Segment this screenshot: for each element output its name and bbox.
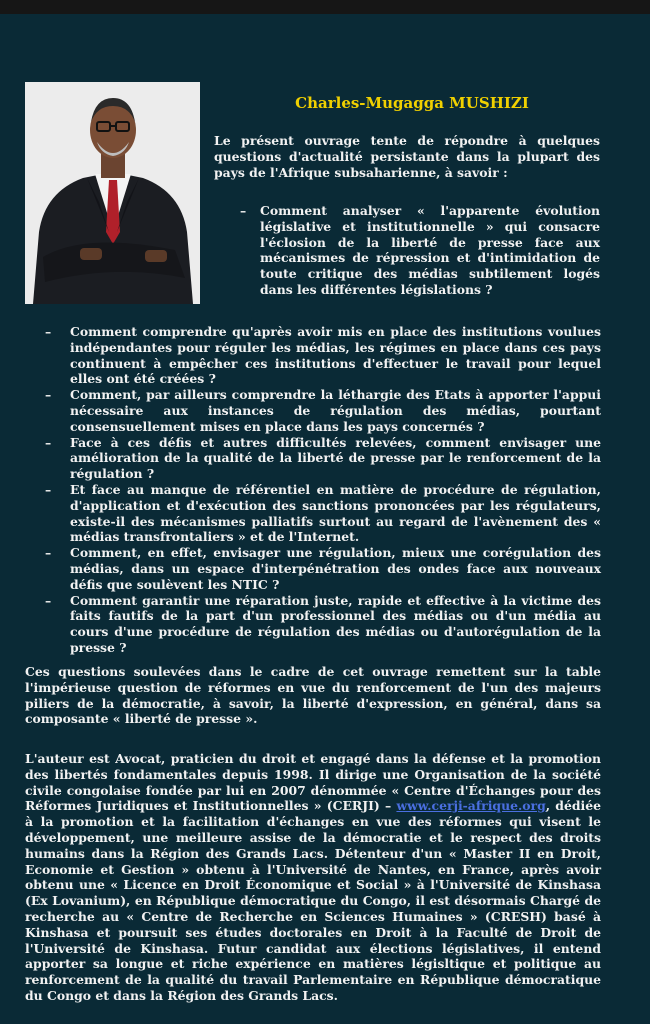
author-portrait (25, 82, 200, 304)
bullet-dash: – (45, 545, 52, 561)
question-text: Comment, par ailleurs comprendre la léthargie des Etats à apporter l'appui nécessaire aux instances de régulation des médias, pourtant consensuellement mises en place dans les pays concernés ? (70, 387, 601, 434)
intro-paragraph: Le présent ouvrage tente de répondre à quelques questions d'actualité persistante dans la plupart des pays de l'Afrique subsaharienne, à savoir : (214, 133, 600, 180)
author-bio-paragraph (25, 751, 601, 1004)
question-text: Comment garantir une réparation juste, rapide et effective à la victime des faits fautifs de la part d'un professionnel des médias ou d'un média au cours d'une procédure de régulation des médias ou d'autorégulation de la presse ? (70, 592, 601, 655)
question-text: Comment comprendre qu'après avoir mis en place des institutions voulues indépendantes pour réguler les médias, les régimes en place dans ces pays continuent à empêcher ces institutions d'effectuer le travail pour lequel elles ont été créées ? (70, 324, 601, 387)
question-text: Comment analyser « l'apparente évolution législative et institutionnelle » qui consacre l'éclosion de la liberté de presse face aux mécanismes de répression et d'intimidation de toute critique des médias subtilement logés dans les différentes législations ? (260, 203, 600, 297)
bio-text-end: , dédiée à la promotion et la facilitation d'échanges en vue des réformes qui visent le développement, une meilleure assise de la démocratie et le respect des droits humains dans la Région des Grands Lacs. Détenteur d'un « Master II en Droit, Economie et Gestion » obtenu à l'Université de Nantes, en France, après avoir obtenu une « Licence en Droit Économique et Social » à l'Université de Kinshasa (Ex Lovanium), en République démocratique du Congo, il est désormais Chargé de recherche au « Centre de Recherche en Sciences Humaines » (CRESH) basé à Kinshasa et poursuit ses études doctorales en Droit à la Faculté de Droit de l'Université de Kinshasa. Futur candidat aux élections législatives, il entend apporter sa longue et riche expérience en matières législtique et politique au renforcement de la qualité du travail Parlementaire en République démocratique du Congo et dans la Région des Grands Lacs. (25, 798, 601, 1003)
question-text: Face à ces défis et autres difficultés relevées, comment envisager une amélioration de la qualité de la liberté de presse par le renforcement de la régulation ? (70, 434, 601, 482)
top-bar (0, 0, 650, 14)
question-item (45, 324, 601, 387)
question-item (45, 482, 601, 545)
question-text: Comment, en effet, envisager une régulation, mieux une corégulation des médias, dans un espace d'interpénétration des ondes face aux nouveaux défis que soulèvent les NTIC ? (70, 545, 601, 592)
question-list (45, 324, 601, 656)
question-item (45, 387, 601, 434)
question-item (45, 435, 601, 482)
question-item (45, 593, 601, 656)
bullet-dash: – (45, 592, 52, 608)
bullet-dash: – (240, 203, 247, 218)
bullet-dash: – (45, 324, 52, 339)
summary-paragraph: Ces questions soulevées dans le cadre de cet ouvrage remettent sur la table l'impérieuse question de réformes en vue du renforcement de l'un des majeurs piliers de la démocratie, à savoir, la liberté d'expression, en général, dans sa composante « liberté de presse ». (25, 664, 601, 727)
bullet-dash: – (45, 434, 52, 450)
bullet-dash: – (45, 387, 52, 403)
cerji-website-link[interactable]: www.cerji-afrique.org (396, 798, 546, 814)
bio-text-start: L'auteur est Avocat, praticien du droit et engagé dans la défense et la promotion des libertés fondamentales depuis 1998. Il dirige une Organisation de la société civile congolaise fondée par lui en 2007 dénommée « Centre d'Échanges pour des Réformes Juridiques et Institutionnelles » (CERJI) – (25, 751, 601, 814)
question-item (45, 545, 601, 592)
bullet-dash: – (45, 481, 52, 497)
author-name: Charles-Mugagga MUSHIZI (295, 94, 529, 112)
question-text: Et face au manque de référentiel en matière de procédure de régulation, d'application et d'exécution des sanctions prononcées par les régulateurs, existe-il des mécanismes palliatifs surtout au regard de l'avènement des « médias transfrontaliers » et de l'Internet. (70, 481, 601, 545)
question-item (240, 203, 600, 298)
